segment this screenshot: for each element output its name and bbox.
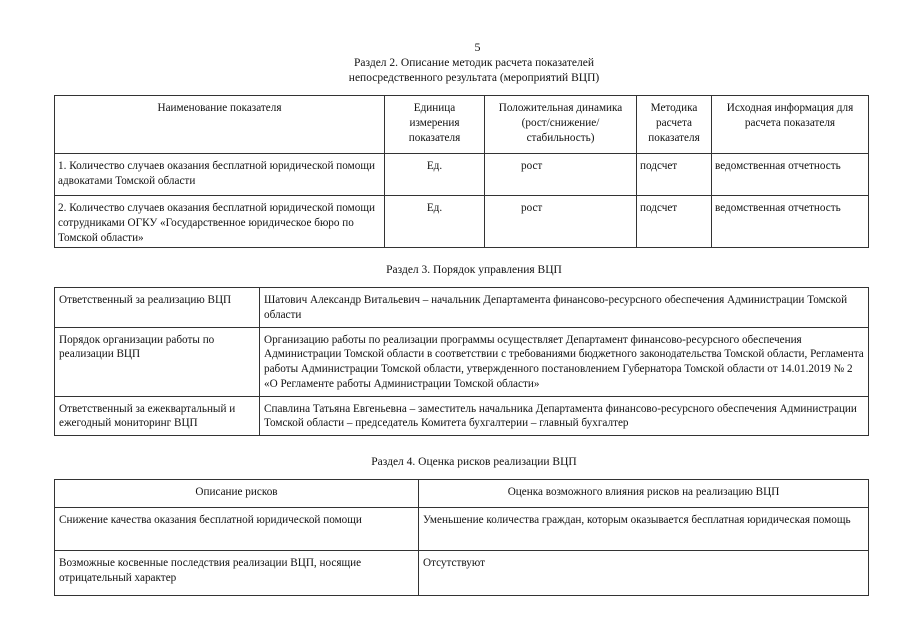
risk-impact: Уменьшение количества граждан, которым оказывается бесплатная юридическая помощь xyxy=(419,507,869,550)
risk-impact: Отсутствуют xyxy=(419,550,869,595)
section2-title-line2: непосредственного результата (мероприятий ВЦП) xyxy=(348,72,600,84)
indicator-source: ведомственная отчетность xyxy=(712,196,869,248)
section2-title-line1: Раздел 2. Описание методик расчета показателей xyxy=(354,57,594,69)
indicators-table xyxy=(54,95,869,248)
management-table xyxy=(54,287,869,436)
indicator-method: подсчет xyxy=(637,196,712,248)
page-number: 5 xyxy=(474,40,481,54)
indicator-unit: Ед. xyxy=(385,154,485,196)
table-row xyxy=(55,327,869,396)
header-impact: Оценка возможного влияния рисков на реализацию ВЦП xyxy=(419,480,869,508)
header-method: Методика расчета показателя xyxy=(637,96,712,154)
header-source: Исходная информация для расчета показателя xyxy=(712,96,869,154)
header-dynamics: Положительная динамика (рост/снижение/ стабильность) xyxy=(485,96,637,154)
indicator-dynamics: рост xyxy=(485,196,637,248)
management-label: Ответственный за ежеквартальный и ежегодный мониторинг ВЦП xyxy=(55,396,260,436)
table-header-row xyxy=(55,480,869,508)
header-unit: Единица измерения показателя xyxy=(385,96,485,154)
risk-description: Снижение качества оказания бесплатной юридической помощи xyxy=(55,507,419,550)
indicator-name: 2. Количество случаев оказания бесплатной юридической помощи сотрудниками ОГКУ «Государственное юридическое бюро по Томской области» xyxy=(55,196,385,248)
table-row xyxy=(55,288,869,328)
table-header-row xyxy=(55,96,869,154)
table-row xyxy=(55,396,869,436)
indicator-unit: Ед. xyxy=(385,196,485,248)
table-row xyxy=(55,154,869,196)
header-indicator-name: Наименование показателя xyxy=(55,96,385,154)
management-value: Шатович Александр Витальевич – начальник Департамента финансово-ресурсного обеспечения Администрации Томской области xyxy=(260,288,869,328)
management-label: Порядок организации работы по реализации ВЦП xyxy=(55,327,260,396)
management-value: Спавлина Татьяна Евгеньевна – заместитель начальника Департамента финансово-ресурсного обеспечения Администрации Томской области – председатель Комитета бухгалтерии – главный бухгалтер xyxy=(260,396,869,436)
management-label: Ответственный за реализацию ВЦП xyxy=(55,288,260,328)
risks-table xyxy=(54,479,869,596)
indicator-source: ведомственная отчетность xyxy=(712,154,869,196)
risk-description: Возможные косвенные последствия реализации ВЦП, носящие отрицательный характер xyxy=(55,550,419,595)
section3-title: Раздел 3. Порядок управления ВЦП xyxy=(386,264,562,276)
management-value: Организацию работы по реализации программы осуществляет Департамент финансово-ресурсного обеспечения Администрации Томской области в соответствии с требованиями бюджетного законодательства Томской области, Регламента работы Администрации Томской области, утвержденного постановлением Губернатора Томской области от 14.01.2019 № 2 «О Регламенте работы Администрации Томской области» xyxy=(260,327,869,396)
indicator-method: подсчет xyxy=(637,154,712,196)
indicator-name: 1. Количество случаев оказания бесплатной юридической помощи адвокатами Томской области xyxy=(55,154,385,196)
table-row xyxy=(55,550,869,595)
indicator-dynamics: рост xyxy=(485,154,637,196)
section4-title: Раздел 4. Оценка рисков реализации ВЦП xyxy=(371,456,577,468)
table-row xyxy=(55,507,869,550)
header-risk: Описание рисков xyxy=(55,480,419,508)
table-row xyxy=(55,196,869,248)
